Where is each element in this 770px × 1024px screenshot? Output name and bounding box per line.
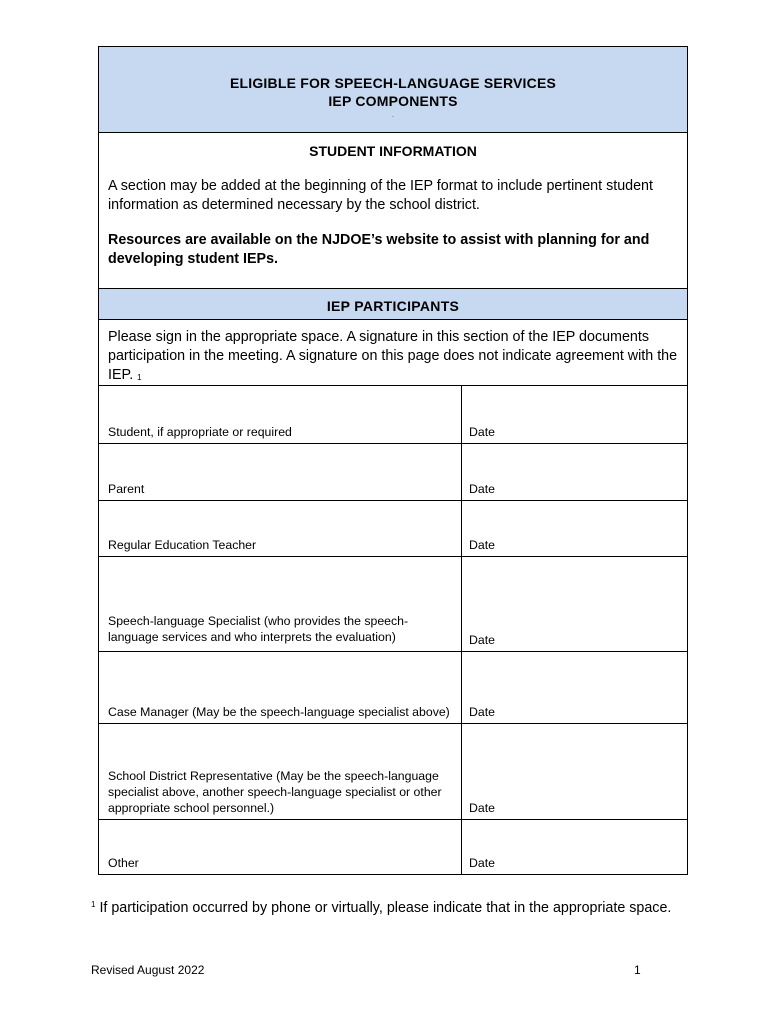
signature-label: Student, if appropriate or required (108, 425, 292, 439)
student-information-heading: STUDENT INFORMATION (309, 143, 477, 159)
signature-row-parent[interactable] (99, 444, 687, 501)
signature-label: Parent (108, 482, 145, 496)
signature-row-student[interactable] (99, 386, 687, 444)
signature-row-district-representative[interactable] (99, 724, 687, 820)
participants-intro (99, 320, 687, 386)
iep-participants-heading: IEP PARTICIPANTS (326, 298, 460, 314)
iep-form-frame (98, 46, 688, 875)
form-title-line1: ELIGIBLE FOR SPEECH-LANGUAGE SERVICES (229, 75, 557, 91)
header-dot: . (392, 113, 394, 119)
date-label: Date (469, 538, 495, 552)
iep-participants-header (99, 289, 687, 320)
participants-intro-text (108, 328, 679, 386)
date-label: Date (469, 633, 495, 647)
resources-note: Resources are available on the NJDOE’s website to assist with planning for and developing student IEPs. (108, 232, 650, 267)
signature-label: Regular Education Teacher (108, 538, 257, 552)
signature-label: Case Manager (May be the speech-language specialist above) (108, 705, 450, 719)
date-label: Date (469, 482, 495, 496)
footnote-mark: 1 (137, 373, 142, 382)
form-title-line2: IEP COMPONENTS (328, 93, 458, 109)
date-label: Date (469, 705, 495, 719)
student-information-paragraph: A section may be added at the beginning of the IEP format to include pertinent student information as determined necessary by the school district. (108, 178, 653, 213)
revised-date: Revised August 2022 (91, 963, 205, 977)
page-number: 1 (634, 963, 641, 977)
student-information-section (99, 133, 687, 289)
signature-label: School District Representative (May be the speech-language specialist above, another speech-language specialist or other appropriate school personnel.) (108, 769, 442, 815)
signature-row-speech-specialist[interactable] (99, 557, 687, 652)
signature-row-case-manager[interactable] (99, 652, 687, 724)
signature-label: Speech-language Specialist (who provides the speech-language services and who interprets the evaluation) (108, 614, 409, 644)
signature-row-other[interactable] (99, 820, 687, 874)
form-title-header (99, 47, 687, 133)
participants-intro-paragraph: Please sign in the appropriate space. A signature in this section of the IEP documents participation in the meeting. A signature on this page does not indicate agreement with the IEP. (108, 329, 678, 383)
date-label: Date (469, 425, 495, 439)
signature-row-regular-teacher[interactable] (99, 501, 687, 557)
footnote-number: 1 (91, 900, 96, 909)
signature-label: Other (108, 856, 139, 870)
date-label: Date (469, 856, 495, 870)
date-label: Date (469, 801, 495, 815)
footnote (91, 894, 681, 918)
footnote-text: If participation occurred by phone or virtually, please indicate that in the appropriate space. (99, 899, 672, 916)
